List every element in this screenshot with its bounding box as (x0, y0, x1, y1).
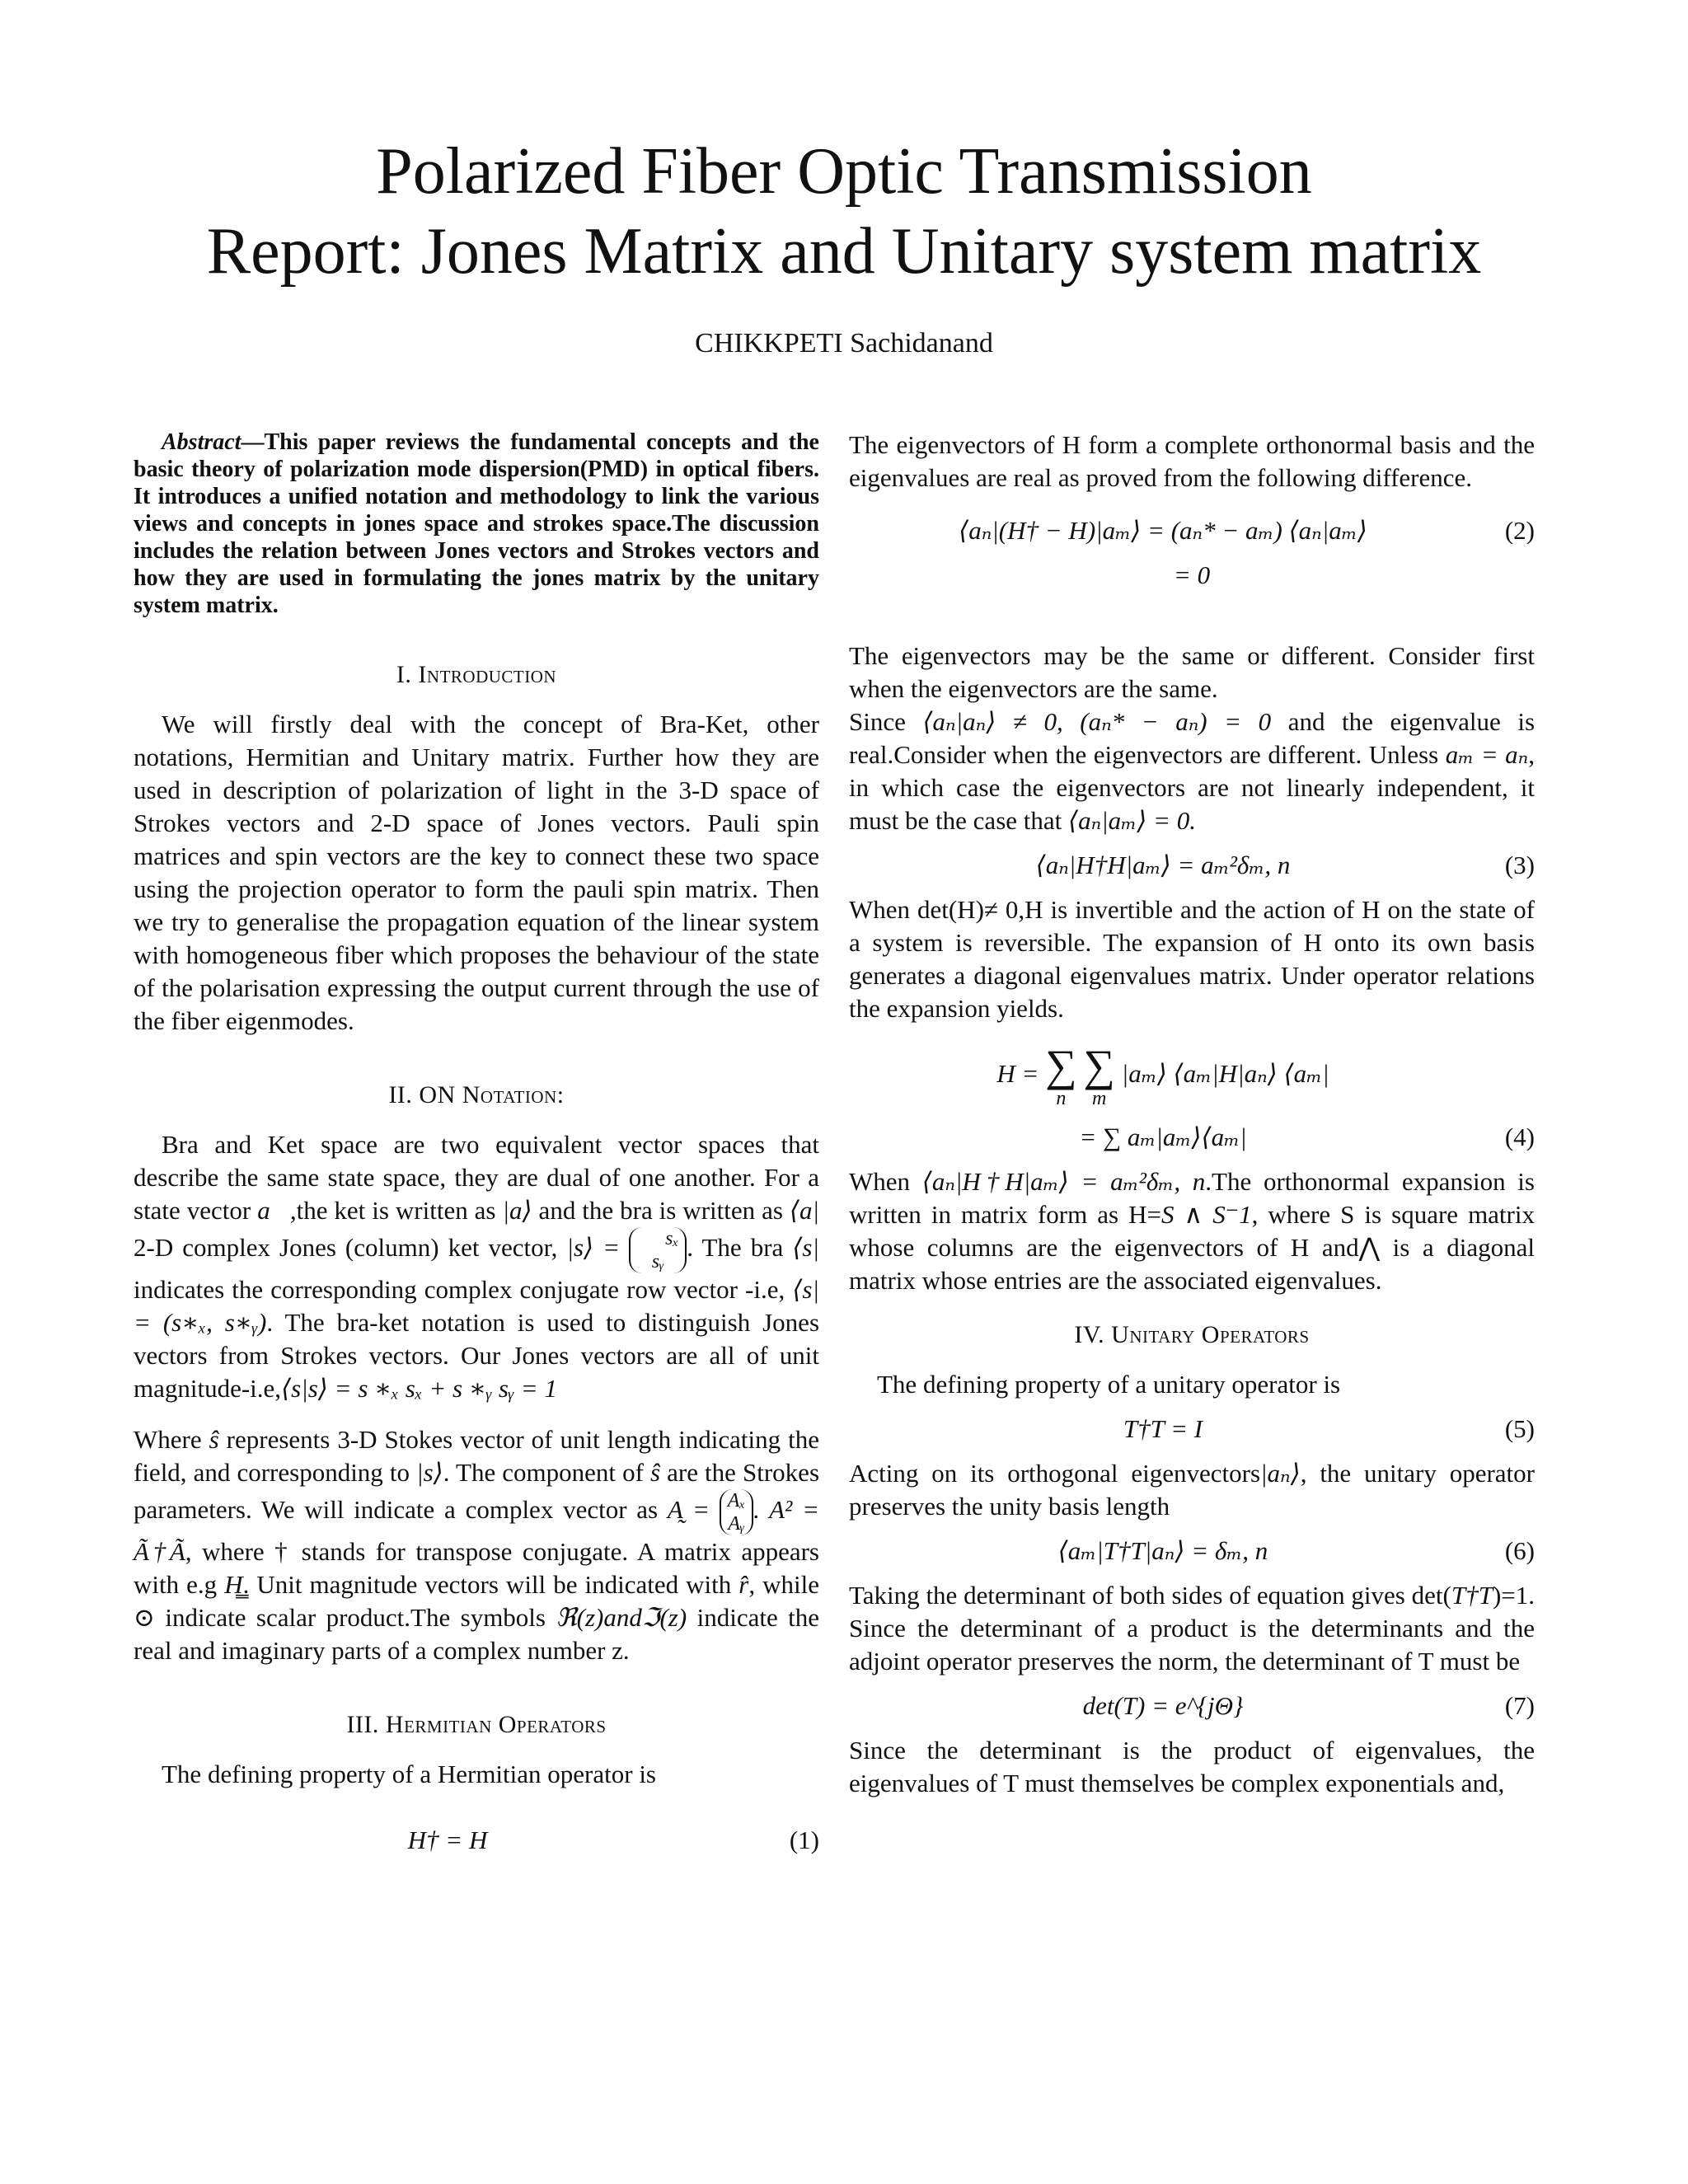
unitary-eigen-paragraph: Acting on its orthogonal eigenvectors|aₙ⟩, the unitary operator preserves the unity basis length (849, 1459, 1535, 1521)
hermitian-intro: The defining property of a Hermitian operator is (162, 1760, 656, 1788)
equation-2-continuation: = 0 (1173, 560, 1211, 589)
left-column (134, 429, 819, 1868)
abstract (134, 429, 819, 619)
author: CHIKKPETI Sachidanand (695, 328, 993, 359)
section-heading-notation: II. ON Notation: (388, 1081, 565, 1108)
notation-paragraph-2: Where ŝ represents 3-D Stokes vector of unit length indicating the field, and corresponding to |s⟩. The component of ŝ are the Strokes parameters. We will indicate a complex vector as A̰ = Aₓ Aᵧ . A² = Ã†Ã, where † stands for transpose conjugate. A matrix appears with e.g H̳. Unit magnitude vectors will be indicated with r̂, while ⊙ indicate scalar product.The symbols ℜ(z)andℑ(z) indicate the real and imaginary parts of a complex number z. (134, 1425, 820, 1665)
abstract-text: —This paper reviews the fundamental concepts and the basic theory of polarization mode dispersion(PMD) in optical fibers. It introduces a unified notation and methodology to link the various views and concepts in jones space and strokes space.The discussion includes the relation between Jones vectors and Strokes vectors and how they are used in formulating the jones matrix by the unitary system matrix. (134, 429, 819, 618)
eigenvalues-paragraph: Since the determinant is the product of eigenvalues, the eigenvalues of T must themselves be complex exponentials and, (849, 1736, 1535, 1797)
eigen-real-paragraph: Since ⟨aₙ|aₙ⟩ ≠ 0, (aₙ* − aₙ) = 0 and the eigenvalue is real.Consider when the eigenvectors are different. Unless aₘ = aₙ, in which case the eigenvectors are not linearly independent, it must be the case that ⟨aₙ|aₘ⟩ = 0. (849, 707, 1536, 835)
equation-2: ⟨aₙ|(H† − H)|aₘ⟩ = (aₙ* − aₘ) ⟨aₙ|aₘ⟩ (2) (959, 516, 1535, 545)
equation-7: det(T) = e^{jΘ} (7) (1082, 1691, 1535, 1720)
section-heading-introduction: I. Introduction (396, 661, 557, 688)
title-line-1: Polarized Fiber Optic Transmission (376, 135, 1312, 208)
orthonormal-expansion-paragraph: When ⟨aₙ|H†H|aₘ⟩ = aₘ²δₘ, n.The orthonormal expansion is written in matrix form as H=S ∧ S⁻1, where S is square matrix whose columns are the eigenvectors of H and⋀ is a diagonal matrix whose entries are the associated eigenvalues. (849, 1167, 1535, 1295)
determinant-paragraph: Taking the determinant of both sides of equation gives det(T†T)=1. Since the determinant of a product is the determinants and the adjoint operator preserves the norm, the determinant of T must be (849, 1581, 1536, 1675)
paper-title (0, 132, 1688, 292)
equation-1: H† = H (1) (407, 1825, 819, 1854)
equation-3: ⟨aₙ|H†H|aₘ⟩ = aₘ²δₘ, n (3) (1035, 851, 1535, 879)
title-line-2: Report: Jones Matrix and Unitary system matrix (206, 215, 1482, 288)
equation-4-line-2: = ∑ aₘ|aₘ⟩⟨aₘ| (4) (1079, 1122, 1535, 1151)
jones-column-vector: sₓ sᵧ (629, 1227, 687, 1273)
unitary-intro: The defining property of a unitary operator is (877, 1370, 1341, 1399)
equation-6: ⟨aₘ|T†T|aₙ⟩ = δₘ, n (6) (1057, 1536, 1535, 1565)
section-heading-hermitian: III. Hermitian Operators (346, 1711, 607, 1738)
equation-5: T†T = I (5) (1123, 1414, 1535, 1443)
complex-column-vector: Aₓ Aᵧ (720, 1489, 753, 1535)
abstract-label: Abstract (162, 429, 241, 455)
intro-paragraph: We will firstly deal with the concept of Bra-Ket, other notations, Hermitian and Unitary matrix. Further how they are used in description of polarization of light in the 3-D space of Strokes vectors and 2-D space of Jones vectors. Pauli spin matrices and spin vectors are the key to connect these two space using the projection operator to form the pauli spin matrix. Then we try to generalise the propagation equation of the linear system with homogeneous fiber which proposes the behaviour of the state of the polarisation expressing the output current through the use of the fiber eigenmodes. (134, 710, 819, 1035)
right-column (849, 429, 1535, 1800)
eigen-paragraph: The eigenvectors of H form a complete orthonormal basis and the eigenvalues are real as proved from the following difference. (849, 430, 1535, 492)
eigen-same-paragraph: The eigenvectors may be the same or different. Consider first when the eigenvectors are the same. (849, 641, 1535, 703)
section-heading-unitary: IV. Unitary Operators (1074, 1321, 1310, 1348)
notation-paragraph-1: Bra and Ket space are two equivalent vector spaces that describe the same state space, they are dual of one another. For a state vector a⃗,the ket is written as |a⟩ and the bra is written as ⟨a| 2-D complex Jones (column) ket vector, |s⟩ = sₓ sᵧ . The bra ⟨s| indicates the corresponding complex conjugate row vector -i.e, ⟨s| = (s∗ₓ, s∗ᵧ). The bra-ket notation is used to distinguish Jones vectors from Strokes vectors. Our Jones vectors are all of unit magnitude-i.e,⟨s|s⟩ = s ∗ₓ sₓ + s ∗ᵧ sᵧ = 1 (134, 1130, 820, 1403)
invertible-paragraph: When det(H)≠ 0,H is invertible and the action of H on the state of a system is reversible. The expansion of H onto its own basis generates a diagonal eigenvalues matrix. Under operator relations the expansion yields. (849, 895, 1535, 1023)
equation-4: H = ∑ n ∑ m |aₘ⟩ ⟨aₘ|H|aₙ⟩ ⟨aₘ| (996, 1041, 1329, 1109)
